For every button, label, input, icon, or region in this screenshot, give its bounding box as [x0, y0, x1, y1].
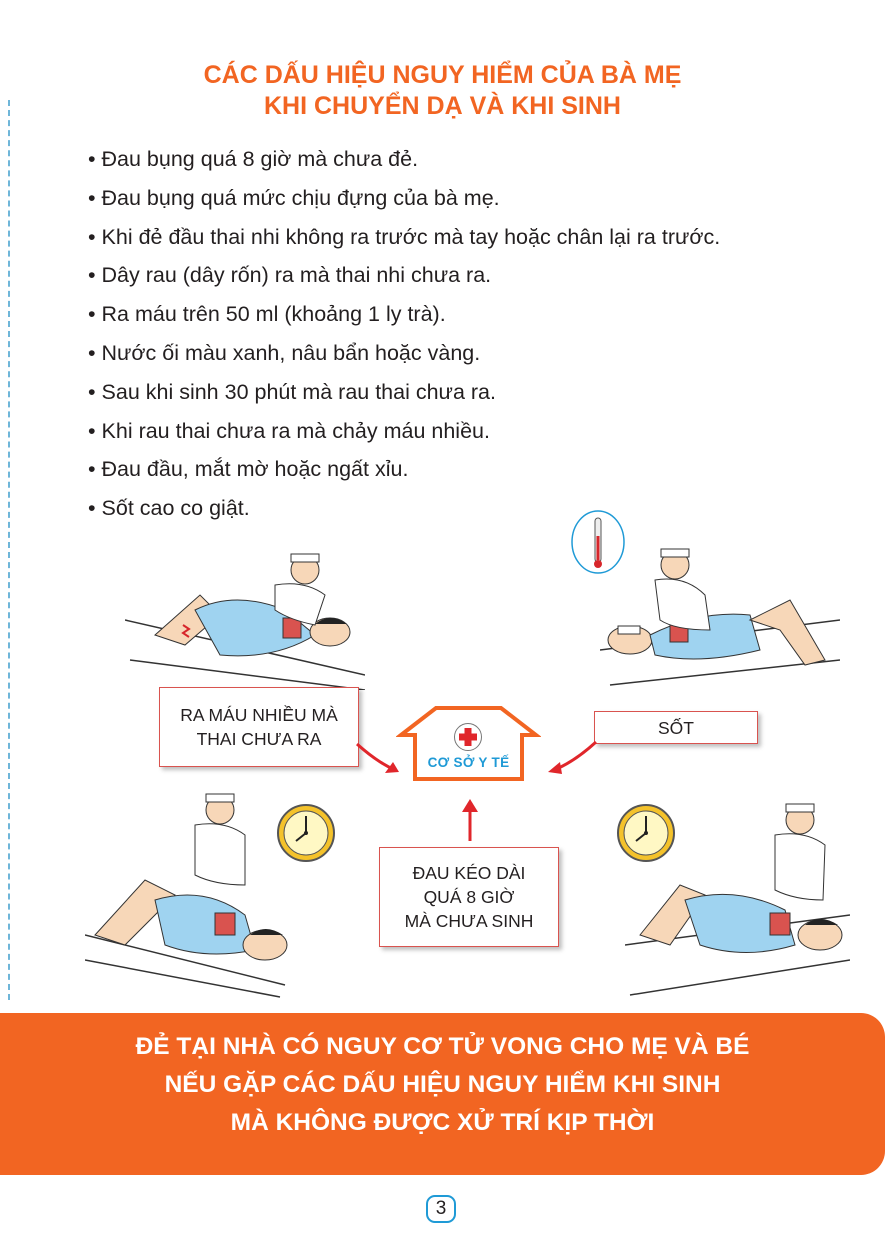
bleeding-label-line-2: THAI CHƯA RA: [196, 729, 322, 749]
list-item: • Sau khi sinh 30 phút mà rau thai chưa ra.: [88, 373, 720, 412]
arrow-icon: [355, 742, 405, 777]
bleeding-scene-illustration: [125, 540, 365, 690]
list-item: • Dây rau (dây rốn) ra mà thai nhi chưa ra.: [88, 256, 720, 295]
fever-scene-illustration: [600, 540, 840, 690]
banner-line-3: MÀ KHÔNG ĐƯỢC XỬ TRÍ KỊP THỜI: [230, 1109, 655, 1136]
fever-label-box: [594, 711, 758, 744]
warning-banner-text: [0, 1028, 885, 1142]
prolonged-labor-scene-illustration: [85, 785, 295, 1000]
facility-label: CƠ SỞ Y TẾ: [427, 755, 510, 770]
prolonged-label-line-3: MÀ CHƯA SINH: [404, 911, 534, 931]
list-item: • Đau đầu, mắt mờ hoặc ngất xỉu.: [88, 450, 720, 489]
list-item: • Nước ối màu xanh, nâu bẩn hoặc vàng.: [88, 334, 720, 373]
labor-waiting-scene-illustration: [625, 795, 850, 1000]
title-line-2: KHI CHUYỂN DẠ VÀ KHI SINH: [264, 92, 621, 120]
banner-line-1: ĐẺ TẠI NHÀ CÓ NGUY CƠ TỬ VONG CHO MẸ VÀ BÉ: [135, 1033, 750, 1060]
list-item: • Sốt cao co giật.: [88, 489, 720, 528]
prolonged-labor-label-box: [379, 847, 559, 947]
list-item: • Khi đẻ đầu thai nhi không ra trước mà tay hoặc chân lại ra trước.: [88, 218, 720, 257]
fever-label: SỐT: [658, 717, 694, 738]
list-item: • Ra máu trên 50 ml (khoảng 1 ly trà).: [88, 295, 720, 334]
prolonged-label-line-1: ĐAU KÉO DÀI: [412, 863, 526, 883]
page-title: [0, 60, 885, 122]
bleeding-label-line-1: RA MÁU NHIỀU MÀ: [180, 705, 338, 725]
list-item: • Đau bụng quá 8 giờ mà chưa đẻ.: [88, 140, 720, 179]
arrow-icon: [540, 740, 600, 778]
title-line-1: CÁC DẤU HIỆU NGUY HIỂM CỦA BÀ MẸ: [203, 61, 682, 89]
health-facility: [396, 705, 541, 782]
banner-line-2: NẾU GẶP CÁC DẤU HIỆU NGUY HIỂM KHI SINH: [164, 1071, 721, 1098]
bleeding-label-box: [159, 687, 359, 767]
danger-signs-list: [88, 140, 720, 528]
page-number: 3: [426, 1195, 456, 1223]
margin-dash-line: [8, 100, 10, 1000]
arrow-icon: [459, 797, 481, 843]
red-cross-icon: [453, 722, 483, 752]
list-item: • Đau bụng quá mức chịu đựng của bà mẹ.: [88, 179, 720, 218]
prolonged-label-line-2: QUÁ 8 GIỜ: [423, 887, 515, 907]
list-item: • Khi rau thai chưa ra mà chảy máu nhiều.: [88, 412, 720, 451]
